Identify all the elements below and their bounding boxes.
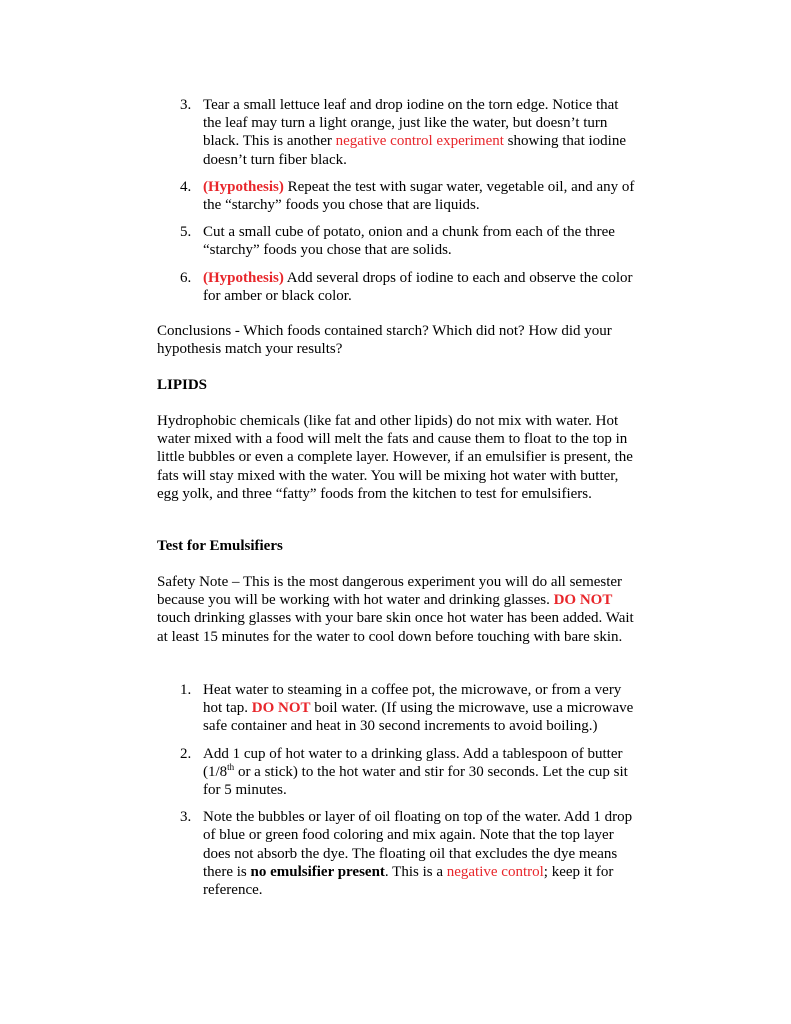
item-text: . This is a: [384, 863, 447, 880]
item-number: 3.: [180, 97, 192, 113]
hypothesis-label: (Hypothesis): [203, 178, 284, 195]
item-number: 1.: [180, 682, 192, 698]
item-number: 5.: [180, 224, 192, 241]
hypothesis-label: (Hypothesis): [203, 269, 284, 286]
lipids-paragraph: Hydrophobic chemicals (like fat and other lipids) do not mix with water. Hot water mixed with a food will melt the fats and cause them to float to the top in little bubbles or even a complete layer. However, if an emulsifier is present, the fats will stay mixed with the water. You will be mixing hot water with butter, egg yolk, and three “fatty” foods from the kitchen to test for emulsifiers.: [157, 413, 633, 502]
emulsifier-steps-list: [180, 681, 640, 899]
list-item: [180, 96, 640, 169]
list-item: [180, 808, 640, 899]
safety-text: touch drinking glasses with your bare skin once hot water has been added. Wait at least 15 minutes for the water to cool down before touching with bare skin.: [157, 610, 634, 645]
item-text: Tear a small lettuce leaf and drop iodine on the torn edge. Notice that the leaf may turn a light orange, just like the water, but doesn’t turn black. This is another: [203, 97, 619, 150]
item-text: Add 1 cup of hot water to a drinking glass. Add a tablespoon of butter (1/8: [203, 745, 623, 780]
list-item: [180, 269, 640, 305]
starch-steps-list: [180, 96, 640, 305]
no-emulsifier-bold: no emulsifier present: [250, 863, 385, 880]
item-text: or a stick) to the hot water and stir for 30 seconds. Let the cup sit for 5 minutes.: [203, 763, 628, 799]
safety-text: Safety Note – This is the most dangerous experiment you will do all semester because you will be working with hot water and drinking glasses.: [157, 574, 623, 609]
item-text: Note the bubbles or layer of oil floating on top of the water. Add 1 drop of blue or green food coloring and mix again. Note that the top layer does not absorb the dye. The floating oil that excludes the dye means there is: [203, 809, 633, 880]
item-text: ; keep it for reference.: [203, 863, 614, 899]
safety-note-paragraph: [157, 573, 637, 646]
emulsifiers-heading: Test for Emulsifiers: [157, 538, 283, 554]
negative-control-text: negative control: [446, 863, 544, 880]
list-item: [180, 223, 640, 259]
item-text: Repeat the test with sugar water, vegetable oil, and any of the “starchy” foods you chose that are liquids.: [203, 178, 635, 214]
do-not-warning: DO NOT: [553, 592, 613, 609]
item-text: boil water. (If using the microwave, use a microwave safe container and heat in 30 second increments to avoid boiling.): [203, 700, 634, 735]
do-not-warning: DO NOT: [251, 700, 311, 717]
item-text: Heat water to steaming in a coffee pot, the microwave, or from a very hot tap.: [203, 682, 622, 717]
item-number: 2.: [180, 745, 192, 762]
item-text: Cut a small cube of potato, onion and a chunk from each of the three “starchy” foods you chose that are solids.: [203, 224, 615, 259]
negative-control-experiment-text: negative control experiment: [335, 133, 504, 150]
item-text: Add several drops of iodine to each and observe the color for amber or black color.: [203, 269, 633, 304]
item-number: 6.: [180, 269, 192, 286]
lipids-heading: LIPIDS: [157, 377, 208, 393]
item-number: 4.: [180, 178, 192, 195]
list-item: [180, 178, 640, 214]
conclusions-paragraph: Conclusions - Which foods contained starch? Which did not? How did your hypothesis match your results?: [157, 323, 612, 358]
list-item: [180, 745, 640, 800]
item-text: showing that iodine doesn’t turn fiber black.: [203, 133, 626, 168]
list-item: [180, 681, 640, 736]
superscript: th: [227, 761, 235, 772]
item-number: 3.: [180, 809, 192, 826]
